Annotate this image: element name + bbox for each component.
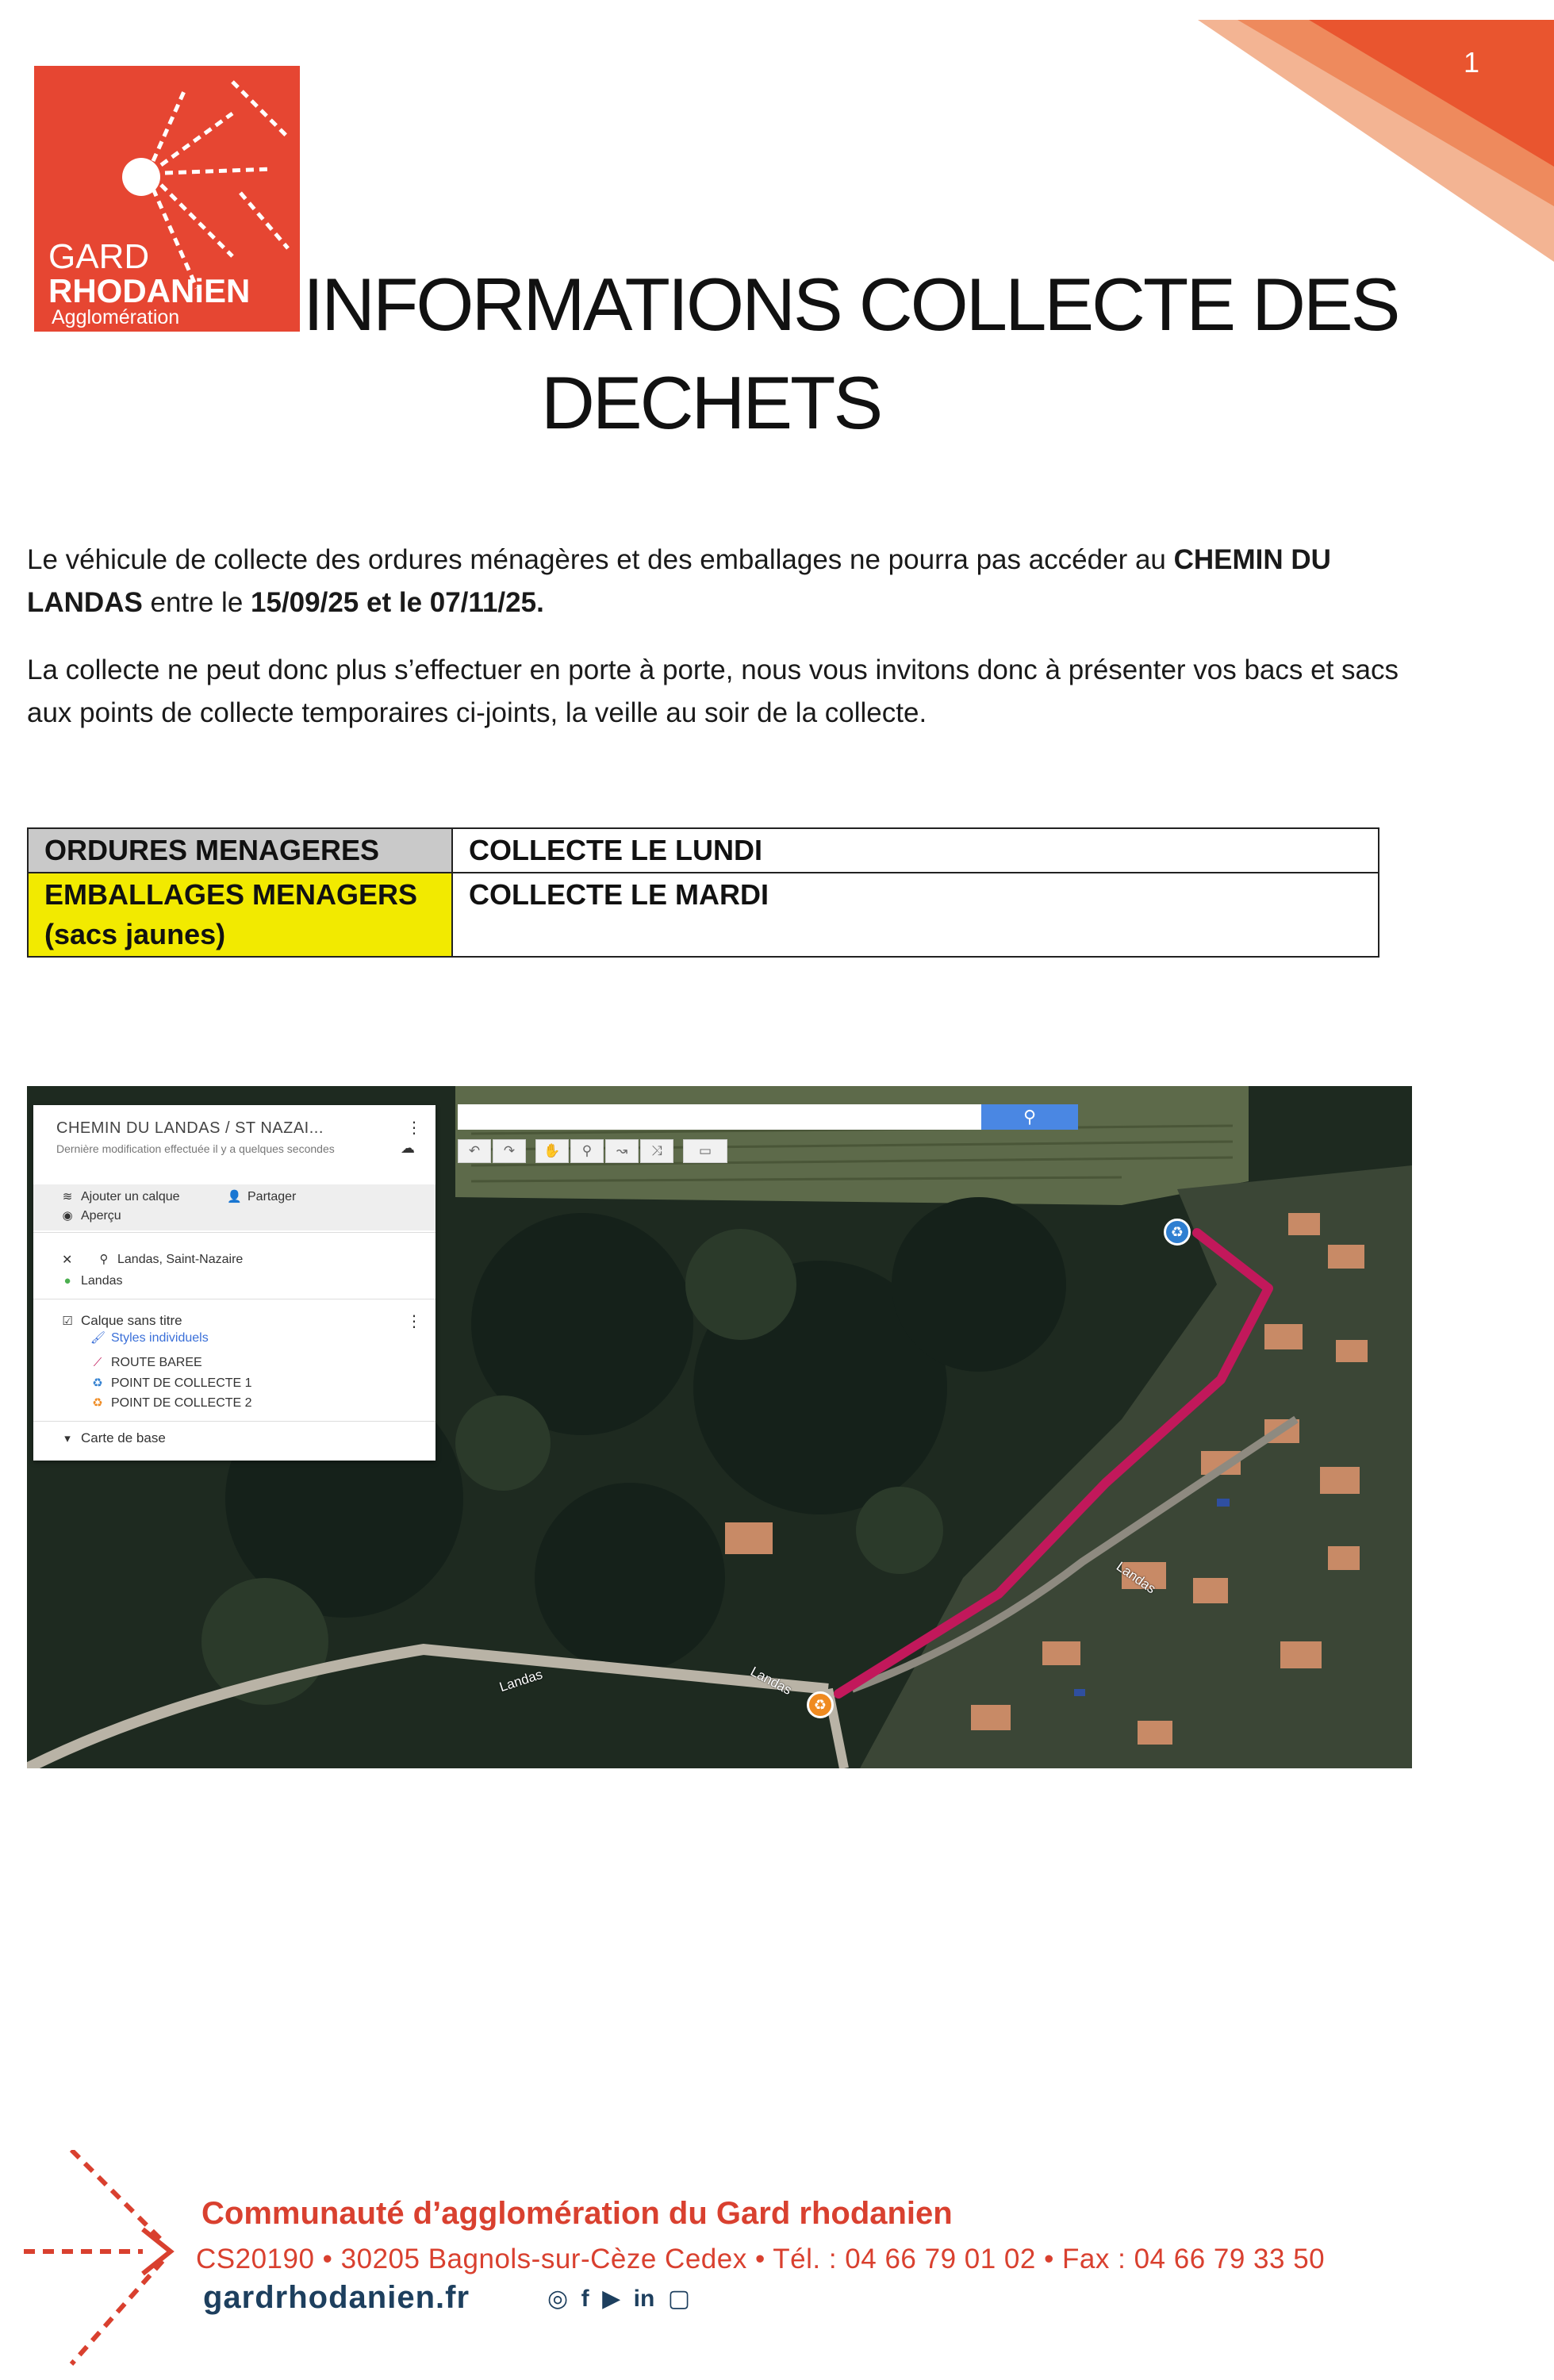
social-links xyxy=(547,2285,700,2317)
ruler-icon[interactable]: ▭ xyxy=(683,1139,727,1163)
waste-type-note: (sacs jaunes) xyxy=(44,918,226,950)
chat-icon[interactable]: ▢ xyxy=(667,2286,691,2312)
paint-roller-icon: 🖌 xyxy=(90,1331,106,1345)
search-result[interactable] xyxy=(97,1252,243,1267)
chevron-down-icon: ▾ xyxy=(64,1432,71,1445)
linkedin-icon[interactable]: in xyxy=(633,2285,655,2312)
map-pin-icon: ● xyxy=(63,1274,71,1288)
map-layers-panel xyxy=(33,1105,436,1461)
waste-type-cell xyxy=(28,873,452,957)
collection-point-2-marker[interactable]: ♻ xyxy=(807,1691,834,1718)
recycle-icon: ♻ xyxy=(92,1376,103,1390)
footer-arrow-logo xyxy=(24,2150,175,2372)
share-label: Partager xyxy=(247,1190,297,1203)
eye-icon: ◉ xyxy=(62,1209,73,1223)
route-line-icon: ⟋ xyxy=(93,1356,102,1369)
directions-icon[interactable]: ⤨ xyxy=(640,1139,673,1163)
search-icon: ⚲ xyxy=(99,1253,109,1266)
add-marker-icon[interactable]: ⚲ xyxy=(570,1139,604,1163)
road-label: Landas xyxy=(497,1666,545,1695)
cloud-sync-icon: ☁ xyxy=(401,1140,415,1156)
logo-line2: RHODANiEN xyxy=(48,272,251,309)
road-label: Landas xyxy=(1113,1558,1159,1597)
layer-title[interactable]: Calque sans titre xyxy=(81,1313,182,1328)
individual-styles-label: Styles individuels xyxy=(111,1331,209,1345)
layers-icon: ≋ xyxy=(62,1190,73,1203)
share-button[interactable] xyxy=(227,1189,296,1204)
add-person-icon: 👤 xyxy=(227,1190,242,1203)
table-row xyxy=(28,828,1379,873)
instagram-icon[interactable]: ◎ xyxy=(547,2286,569,2312)
facebook-icon[interactable]: f xyxy=(581,2285,589,2312)
undo-icon[interactable]: ↶ xyxy=(458,1139,491,1163)
paragraph-instructions: La collecte ne peut donc plus s’effectuer en porte à porte, nous vous invitons donc à présenter vos bacs et sacs aux points de collecte temporaires ci-joints, la veille au soir de la collecte. xyxy=(27,654,1399,728)
table-row xyxy=(28,873,1379,957)
page-number: 1 xyxy=(1463,46,1480,79)
add-layer-label: Ajouter un calque xyxy=(81,1190,180,1203)
footer-organization: Communauté d’agglomération du Gard rhodanien xyxy=(201,2196,953,2231)
search-icon: ⚲ xyxy=(1023,1107,1037,1127)
map-search-button[interactable] xyxy=(981,1104,1078,1130)
preview-label: Aperçu xyxy=(81,1209,121,1223)
page-title-line1: INFORMATIONS COLLECTE DES xyxy=(303,263,1399,346)
recycle-icon: ♻ xyxy=(92,1396,103,1410)
redo-icon[interactable]: ↷ xyxy=(493,1139,526,1163)
individual-styles-link[interactable] xyxy=(90,1330,209,1345)
collection-schedule-table xyxy=(27,827,1379,958)
last-modified-text: Dernière modification effectuée il y a quelques secondes xyxy=(56,1142,335,1155)
collection-day-cell: COLLECTE LE MARDI xyxy=(452,873,1379,957)
legend-label: ROUTE BAREE xyxy=(111,1356,202,1369)
map-title[interactable]: CHEMIN DU LANDAS / ST NAZAI... xyxy=(56,1119,324,1137)
divider xyxy=(33,1232,436,1233)
p1-street: CHEMIN DU LANDAS xyxy=(27,544,1331,618)
base-map-item[interactable] xyxy=(60,1430,166,1446)
search-result-label: Landas, Saint-Nazaire xyxy=(117,1253,244,1266)
youtube-icon[interactable]: ▶ xyxy=(602,2286,621,2312)
page-title-line2: DECHETS xyxy=(541,361,881,444)
corner-decoration xyxy=(1190,0,1554,262)
legend-label: POINT DE COLLECTE 1 xyxy=(111,1376,252,1390)
legend-item-route[interactable] xyxy=(90,1356,202,1370)
p1-text1: Le véhicule de collecte des ordures ménagères et des emballages ne pourra pas accéder au xyxy=(27,544,1174,575)
footer-address: CS20190 • 30205 Bagnols-sur-Cèze Cedex • Tél. : 04 66 79 01 02 • Fax : 04 66 79 33 50 xyxy=(196,2244,1326,2274)
draw-line-icon[interactable]: ↝ xyxy=(605,1139,639,1163)
preview-button[interactable] xyxy=(60,1208,121,1223)
layer-options-icon[interactable]: ⋮ xyxy=(406,1313,422,1330)
footer-website[interactable]: gardrhodanien.fr xyxy=(203,2280,470,2315)
gard-rhodanien-logo xyxy=(34,66,300,332)
divider xyxy=(33,1421,436,1422)
place-label: Landas xyxy=(81,1274,123,1288)
p1-text2: entre le xyxy=(142,587,251,618)
close-search-icon[interactable]: ✕ xyxy=(62,1253,73,1267)
paragraph-access xyxy=(27,539,1407,624)
legend-label: POINT DE COLLECTE 2 xyxy=(111,1396,252,1410)
legend-item-point-2[interactable] xyxy=(90,1395,252,1411)
map-search-input[interactable] xyxy=(458,1104,981,1130)
collection-day-cell: COLLECTE LE LUNDI xyxy=(452,828,1379,873)
logo-line3: Agglomération xyxy=(52,306,180,328)
place-item[interactable] xyxy=(60,1274,123,1288)
logo-line1: GARD xyxy=(48,237,150,276)
collection-point-1-marker[interactable]: ♻ xyxy=(1164,1219,1191,1246)
base-map-label: Carte de base xyxy=(81,1430,166,1445)
road-label: Landas xyxy=(748,1664,795,1699)
waste-type-cell: ORDURES MENAGERES xyxy=(28,828,452,873)
add-layer-button[interactable] xyxy=(60,1189,180,1204)
legend-item-point-1[interactable] xyxy=(90,1376,252,1391)
checkbox-icon: ☑ xyxy=(62,1315,73,1328)
layer-checkbox[interactable] xyxy=(60,1313,182,1329)
p1-dates: 15/09/25 et le 07/11/25. xyxy=(251,587,544,618)
hand-pan-icon[interactable]: ✋ xyxy=(535,1139,569,1163)
waste-type-label: EMBALLAGES MENAGERS xyxy=(44,878,418,911)
more-options-icon[interactable]: ⋮ xyxy=(406,1119,422,1137)
map-toolbar xyxy=(458,1139,751,1163)
